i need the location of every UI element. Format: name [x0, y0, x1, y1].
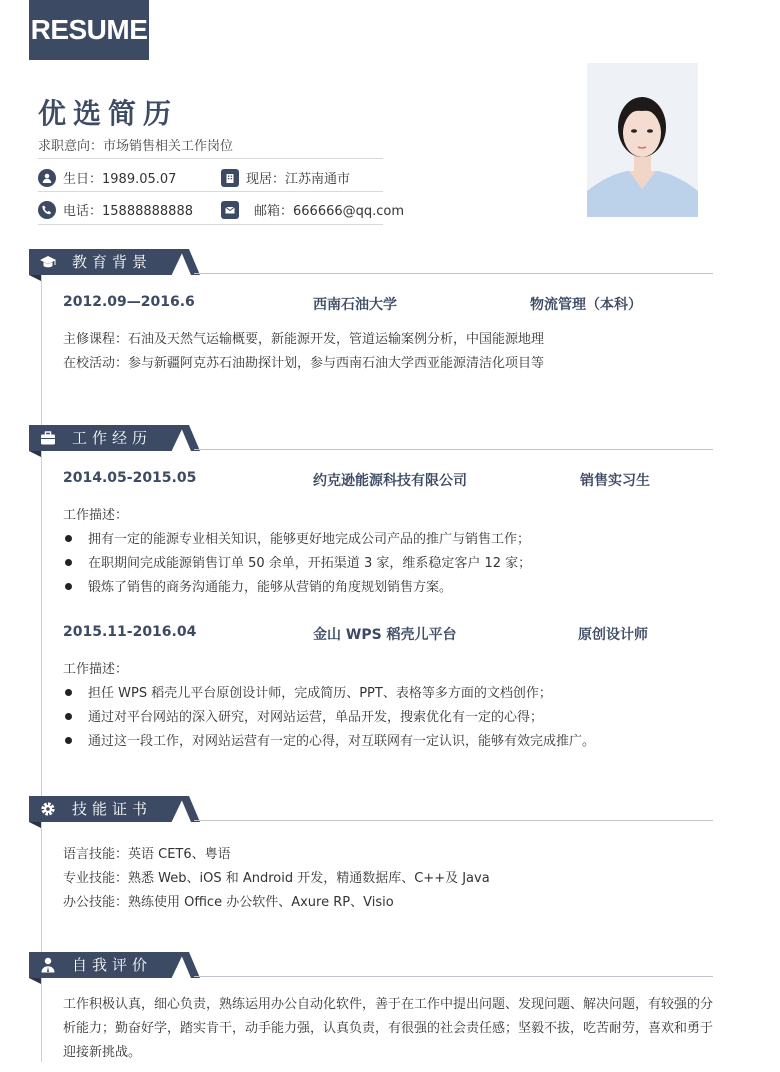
list-item: [63, 706, 543, 730]
divider: [38, 158, 383, 159]
list-item: [63, 682, 552, 706]
section-header-self-eval: [29, 952, 713, 982]
job-intent: 求职意向：市场销售相关工作岗位: [38, 139, 234, 154]
education-school: 西南石油大学: [313, 297, 397, 313]
list-item-text: 锻炼了销售的商务沟通能力，能够从营销的角度规划销售方案。: [88, 580, 453, 595]
email-info: [221, 200, 404, 219]
email-text: 邮箱：666666@qq.com: [254, 204, 405, 219]
education-major: 物流管理（本科）: [530, 297, 642, 313]
birthday-text: 生日：1989.05.07: [63, 172, 177, 187]
phone-icon: [38, 201, 56, 219]
job-company: 金山 WPS 稻壳儿平台: [313, 627, 457, 643]
skill-line-office: 办公技能：熟练使用 Office 办公软件、Axure RP、Visio: [63, 895, 394, 910]
section-title-self-eval: 自我评价: [72, 956, 153, 974]
self-evaluation-text: 工作积极认真，细心负责，熟练运用办公自动化软件，善于在工作中提出问题、发现问题、解决问题，有较强的分析能力；勤奋好学，踏实肯干，动手能力强，认真负责，有很强的社会责任感；坚毅不拔，吃苦耐劳，喜欢和勇于迎接新挑战。: [63, 997, 714, 1060]
residence-text: 现居：江苏南通市: [246, 172, 351, 187]
section-header-education: [29, 249, 713, 279]
building-icon: [221, 169, 239, 187]
user-icon: [38, 169, 56, 187]
education-activities: 在校活动：参与新疆阿克苏石油勘探计划，参与西南石油大学西亚能源清洁化项目等: [63, 356, 545, 371]
profile-photo: [587, 63, 698, 217]
divider: [38, 191, 383, 192]
section-title-education: 教育背景: [72, 253, 153, 271]
candidate-name: 优选简历: [38, 97, 179, 130]
list-item: [63, 576, 452, 600]
section-title-skills: 技能证书: [72, 800, 153, 818]
list-item: [63, 730, 595, 754]
job-desc-label: 工作描述：: [63, 508, 129, 523]
list-item-text: 在职期间完成能源销售订单 50 余单，开拓渠道 3 家，维系稳定客户 12 家；: [88, 556, 532, 571]
job-period: 2015.11-2016.04: [63, 624, 197, 640]
section-header-skills: [29, 796, 713, 826]
phone-info: [38, 200, 193, 219]
list-item-text: 拥有一定的能源专业相关知识，能够更好地完成公司产品的推广与销售工作；: [88, 532, 531, 547]
section-title-work: 工作经历: [72, 429, 153, 447]
section-header-work: [29, 425, 713, 455]
skill-line-professional: 专业技能：熟悉 Web、iOS 和 Android 开发，精通数据库、C++及 Java: [63, 871, 490, 886]
person-icon: [39, 956, 57, 974]
job-role: 原创设计师: [578, 627, 648, 643]
birthday-info: [38, 168, 176, 187]
job-company: 约克逊能源科技有限公司: [313, 473, 467, 489]
education-courses: 主修课程：石油及天然气运输概要，新能源开发，管道运输案例分析，中国能源地理: [63, 332, 545, 347]
gear-icon: [39, 800, 57, 818]
timeline-line: [41, 262, 42, 1062]
job-period: 2014.05-2015.05: [63, 470, 197, 486]
job-desc-label: 工作描述：: [63, 662, 129, 677]
list-item-text: 担任 WPS 稻壳儿平台原创设计师，完成简历、PPT、表格等多方面的文档创作；: [88, 686, 552, 701]
list-item-text: 通过这一段工作，对网站运营有一定的心得，对互联网有一定认识，能够有效完成推广。: [88, 734, 596, 749]
divider: [38, 224, 383, 225]
graduation-cap-icon: [39, 253, 57, 271]
residence-info: [221, 168, 350, 187]
education-period: 2012.09—2016.6: [63, 294, 195, 310]
skill-line-language: 语言技能：英语 CET6、粤语: [63, 847, 231, 862]
phone-text: 电话：15888888888: [63, 204, 193, 219]
mail-icon: [221, 201, 239, 219]
resume-label: RESUME: [29, 0, 149, 60]
list-item: [63, 552, 531, 576]
briefcase-icon: [39, 429, 57, 447]
job-role: 销售实习生: [580, 473, 650, 489]
list-item-text: 通过对平台网站的深入研究，对网站运营，单品开发，搜索优化有一定的心得；: [88, 710, 544, 725]
list-item: [63, 528, 530, 552]
